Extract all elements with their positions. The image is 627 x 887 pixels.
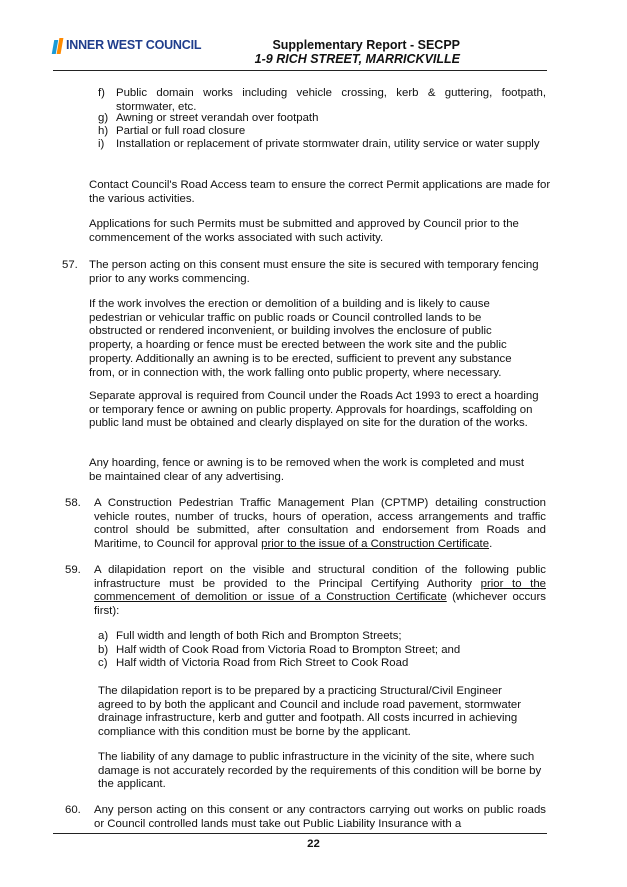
report-subtitle: 1-9 RICH STREET, MARRICKVILLE: [254, 52, 460, 66]
paragraph: Separate approval is required from Council under the Roads Act 1993 to erect a hoarding or temporary fence or awning on public property. Approvals for hoardings, scaffolding on public land must be obtained and clearly displayed on site for the duration of the works.: [89, 390, 539, 430]
header-rule: [53, 70, 547, 71]
paragraph: The liability of any damage to public infrastructure in the vicinity of the site, where such damage is not accurately recorded by the requirements of this condition will be borne by the applicant.: [98, 751, 542, 791]
list-label: i): [98, 138, 105, 150]
underlined-deadline: prior to the commencement of demolition or issue of a Construction Certificate: [94, 577, 547, 604]
list-item: Awning or street verandah over footpath: [116, 112, 319, 124]
condition-text: Any person acting on this consent or any contractors carrying out works on public roads or Council controlled lands must take out Public Liability Insurance with a: [94, 804, 546, 830]
footer-rule: [53, 833, 547, 834]
list-label: h): [98, 125, 109, 137]
list-item: Half width of Cook Road from Victoria Road to Brompton Street; and: [116, 644, 461, 656]
list-item: Public domain works including vehicle crossing, kerb & guttering, footpath, stormwater, etc.: [116, 87, 546, 113]
page-header: [0, 0, 627, 75]
page-number: 22: [307, 838, 320, 850]
underlined-deadline: prior to the issue of a Construction Certificate: [261, 538, 490, 551]
paragraph: The dilapidation report is to be prepared by a practicing Structural/Civil Engineer agreed to by both the applicant and Council and include road pavement, stormwater drainage infrastructure, kerb and gutter and footpath. All costs incurred in achieving compliance with this condition must be borne by the applicant.: [98, 685, 521, 739]
logo-text: INNER WEST COUNCIL: [66, 38, 202, 53]
condition-number: 58.: [65, 497, 81, 509]
list-item: Installation or replacement of private stormwater drain, utility service or water supply: [116, 138, 540, 150]
paragraph: Contact Council's Road Access team to ensure the correct Permit applications are made for the various activities.: [89, 179, 551, 205]
list-item: Full width and length of both Rich and Brompton Streets;: [116, 630, 402, 642]
list-label: g): [98, 112, 109, 124]
condition-text: The person acting on this consent must ensure the site is secured with temporary fencing prior to any works commencing.: [89, 259, 539, 285]
list-item: Partial or full road closure: [116, 125, 246, 137]
condition-number: 57.: [62, 259, 78, 271]
condition-text: A dilapidation report on the visible and structural condition of the following public infrastructure must be provided to the Principal Certifying Authority prior to the commencement of demolition or issue of a Construction Certificate (whichever occurs first):: [94, 564, 547, 618]
condition-text: A Construction Pedestrian Traffic Management Plan (CPTMP) detailing construction vehicle routes, number of trucks, hours of operation, access arrangements and traffic control should be submitted, after consultation and endorsement from Roads and Maritime, to Council for approval prior to the issue of a Construction Certificate.: [94, 497, 546, 551]
list-item: Half width of Victoria Road from Rich Street to Cook Road: [116, 657, 409, 669]
paragraph: Any hoarding, fence or awning is to be removed when the work is completed and must be maintained clear of any advertising.: [89, 457, 524, 483]
list-label: c): [98, 657, 108, 669]
list-label: b): [98, 644, 109, 656]
paragraph: Applications for such Permits must be submitted and approved by Council prior to the commencement of the works associated with such activity.: [89, 218, 519, 244]
list-label: a): [98, 630, 109, 642]
condition-number: 60.: [65, 804, 81, 816]
paragraph: If the work involves the erection or demolition of a building and is likely to cause pedestrian or vehicular traffic on public roads or Council controlled lands to be obstructed or rendered inconvenient, or building involves the enclosure of public property, a hoarding or fence must be erected between the work site and the public property. Additionally an awning is to be erected, sufficient to prevent any substance from, or in connection with, the work falling onto public property, where necessary.: [89, 298, 512, 379]
list-label: f): [98, 87, 105, 99]
condition-number: 59.: [65, 564, 81, 576]
report-title: Supplementary Report - SECPP: [272, 38, 460, 52]
